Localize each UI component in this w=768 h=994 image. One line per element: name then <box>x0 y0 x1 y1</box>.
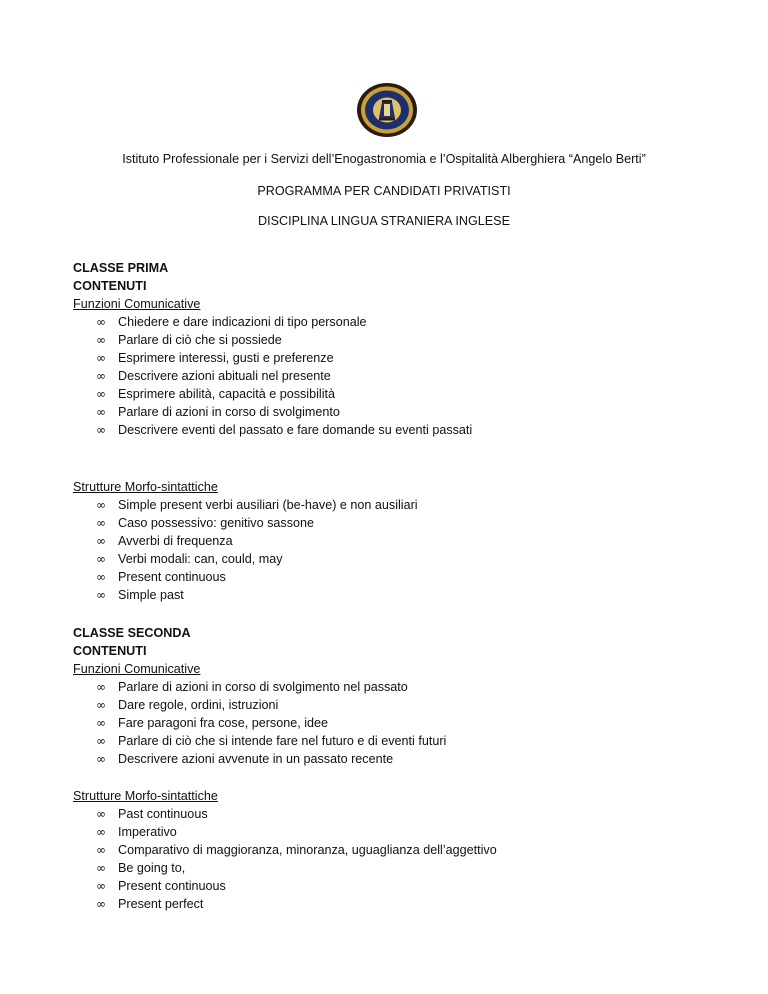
list-item: ∞ Comparativo di maggioranza, minoranza, uguaglianza dell’aggettivo <box>96 843 497 857</box>
list-item: ∞ Simple past <box>96 588 184 602</box>
list-item: ∞ Be going to, <box>96 861 186 875</box>
strutture-heading: Strutture Morfo-sintattiche <box>73 789 218 803</box>
list-item: ∞ Parlare di ciò che si intende fare nel futuro e di eventi futuri <box>96 734 447 748</box>
infinity-bullet-icon: ∞ <box>96 552 106 566</box>
list-item: ∞ Esprimere abilità, capacità e possibilità <box>96 387 335 401</box>
list-item: ∞ Fare paragoni fra cose, persone, idee <box>96 716 329 730</box>
list-item: ∞ Past continuous <box>96 807 208 821</box>
list-item: ∞ Descrivere azioni avvenute in un passato recente <box>96 752 394 766</box>
infinity-bullet-icon: ∞ <box>96 825 106 839</box>
infinity-bullet-icon: ∞ <box>96 879 106 893</box>
funzioni-list <box>73 678 733 768</box>
list-item: ∞ Present perfect <box>96 897 204 911</box>
strutture-heading: Strutture Morfo-sintattiche <box>73 480 218 494</box>
infinity-bullet-icon: ∞ <box>96 752 106 766</box>
funzioni-heading: Funzioni Comunicative <box>73 662 201 676</box>
infinity-bullet-icon: ∞ <box>96 333 106 347</box>
institute-name: Istituto Professionale per i Servizi dell’Enogastronomia e l’Ospitalità Alberghiera “Angelo Berti” <box>122 152 646 166</box>
list-item: ∞ Parlare di azioni in corso di svolgimento nel passato <box>96 680 408 694</box>
discipline-title: DISCIPLINA LINGUA STRANIERA INGLESE <box>258 214 510 228</box>
infinity-bullet-icon: ∞ <box>96 843 106 857</box>
funzioni-heading: Funzioni Comunicative <box>73 297 201 311</box>
infinity-bullet-icon: ∞ <box>96 351 106 365</box>
infinity-bullet-icon: ∞ <box>96 588 106 602</box>
infinity-bullet-icon: ∞ <box>96 315 106 329</box>
list-item: ∞ Descrivere eventi del passato e fare domande su eventi passati <box>96 423 473 437</box>
strutture-list <box>73 805 733 913</box>
classe-prima-strutture <box>73 478 733 604</box>
infinity-bullet-icon: ∞ <box>96 807 106 821</box>
infinity-bullet-icon: ∞ <box>96 369 106 383</box>
infinity-bullet-icon: ∞ <box>96 387 106 401</box>
school-crest-logo <box>355 82 419 138</box>
classe-seconda-section <box>73 624 733 768</box>
list-item: ∞ Dare regole, ordini, istruzioni <box>96 698 279 712</box>
classe-seconda-strutture <box>73 787 733 913</box>
infinity-bullet-icon: ∞ <box>96 498 106 512</box>
list-item: ∞ Parlare di ciò che si possiede <box>96 333 282 347</box>
list-item: ∞ Avverbi di frequenza <box>96 534 233 548</box>
section-title: CLASSE SECONDA <box>73 626 191 640</box>
infinity-bullet-icon: ∞ <box>96 405 106 419</box>
infinity-bullet-icon: ∞ <box>96 861 106 875</box>
list-item: ∞ Present continuous <box>96 570 226 584</box>
funzioni-list <box>73 313 733 439</box>
program-title: PROGRAMMA PER CANDIDATI PRIVATISTI <box>257 184 511 198</box>
list-item: ∞ Simple present verbi ausiliari (be-have) e non ausiliari <box>96 498 418 512</box>
classe-prima-section <box>73 259 733 439</box>
contenuti-heading: CONTENUTI <box>73 279 147 293</box>
list-item: ∞ Present continuous <box>96 879 226 893</box>
list-item: ∞ Chiedere e dare indicazioni di tipo personale <box>96 315 367 329</box>
list-item: ∞ Imperativo <box>96 825 177 839</box>
infinity-bullet-icon: ∞ <box>96 570 106 584</box>
contenuti-heading: CONTENUTI <box>73 644 147 658</box>
section-title: CLASSE PRIMA <box>73 261 169 275</box>
infinity-bullet-icon: ∞ <box>96 698 106 712</box>
infinity-bullet-icon: ∞ <box>96 534 106 548</box>
infinity-bullet-icon: ∞ <box>96 716 106 730</box>
list-item: ∞ Parlare di azioni in corso di svolgimento <box>96 405 340 419</box>
list-item: ∞ Verbi modali: can, could, may <box>96 552 283 566</box>
list-item: ∞ Caso possessivo: genitivo sassone <box>96 516 315 530</box>
infinity-bullet-icon: ∞ <box>96 680 106 694</box>
list-item: ∞ Esprimere interessi, gusti e preferenze <box>96 351 334 365</box>
list-item: ∞ Descrivere azioni abituali nel presente <box>96 369 331 383</box>
strutture-list <box>73 496 733 604</box>
infinity-bullet-icon: ∞ <box>96 734 106 748</box>
infinity-bullet-icon: ∞ <box>96 897 106 911</box>
infinity-bullet-icon: ∞ <box>96 516 106 530</box>
infinity-bullet-icon: ∞ <box>96 423 106 437</box>
